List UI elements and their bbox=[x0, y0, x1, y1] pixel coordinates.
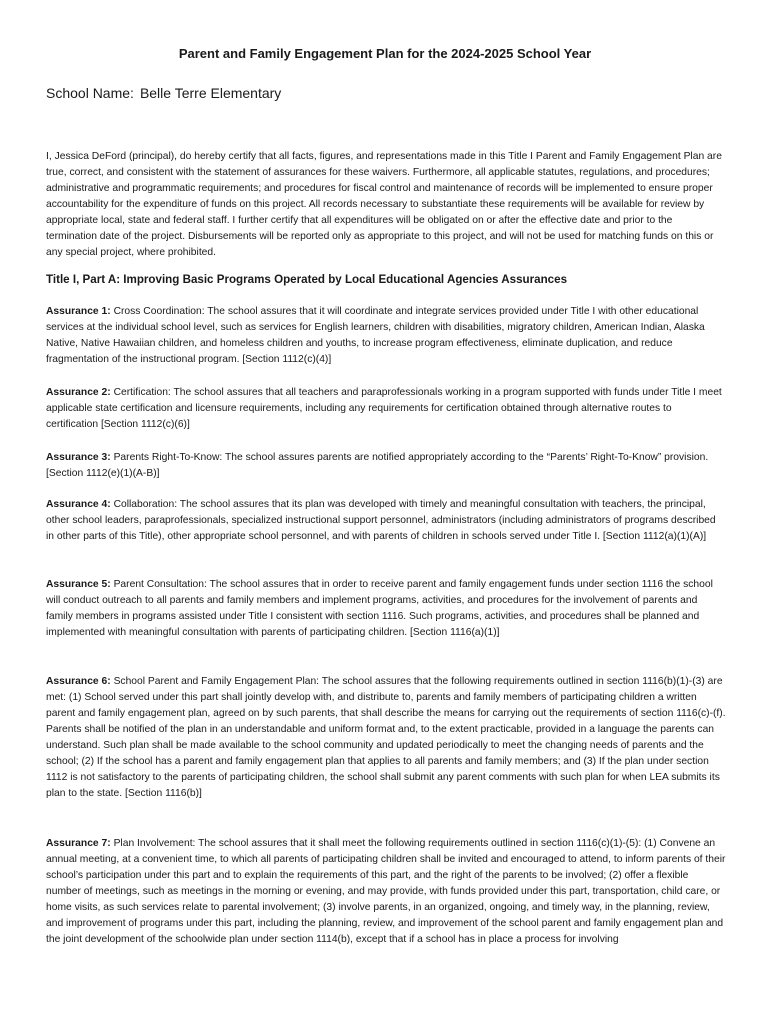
assurance-5 bbox=[46, 577, 726, 641]
assurance-label: Assurance 7: bbox=[46, 838, 111, 849]
school-name-line bbox=[46, 84, 281, 102]
assurance-4 bbox=[46, 497, 726, 545]
certification-paragraph: I, Jessica DeFord (principal), do hereby certify that all facts, figures, and representations made in this Title I Parent and Family Engagement Plan are true, correct, and consistent with the statement of assurances for these waivers. Furthermore, all applicable statutes, regulations, and procedures; administrative and programmatic requirements; and procedures for fiscal control and maintenance of records will be implemented to ensure proper accountability for the expenditure of funds on this project. All records necessary to substantiate these requirements will be available for review by appropriate local, state and federal staff. I further certify that all expenditures will be obligated on or after the effective date and prior to the termination date of the project. Disbursements will be reported only as appropriate to this project, and will not be used for matching funds on this or any special project, where prohibited. bbox=[46, 151, 722, 258]
school-name-value: Belle Terre Elementary bbox=[139, 85, 282, 101]
assurance-label: Assurance 5: bbox=[46, 579, 111, 590]
assurance-text: Parents Right-To-Know: The school assures parents are notified appropriately according to the “Parents’ Right-To-Know” provision. [Section 1112(e)(1)(A-B)] bbox=[46, 452, 709, 479]
assurance-label: Assurance 3: bbox=[46, 452, 111, 463]
assurance-1 bbox=[46, 304, 726, 368]
assurance-text: Cross Coordination: The school assures that it will coordinate and integrate services provided under Title I with other educational services at the individual school level, such as services for English learners, children with disabilities, migratory children, American Indian, Alaska Native, Native Hawaiian children, and homeless children and youths, to increase program effectiveness, eliminate duplication, and reduce fragmentation of the instructional program. [Section 1112(c)(4)] bbox=[46, 306, 705, 365]
section-heading: Title I, Part A: Improving Basic Programs Operated by Local Educational Agencies Assurances bbox=[46, 273, 568, 286]
assurance-text: School Parent and Family Engagement Plan: The school assures that the following requirements outlined in section 1116(b)(1)-(3) are met: (1) School served under this part shall jointly develop with, and distribute to, parents and family members of participating children a written parent and family engagement plan, agreed on by such parents, that shall describe the means for carrying out the requirements of section 1116(c)-(f). Parents shall be notified of the plan in an understandable and uniform format and, to the extent practicable, provided in a language the parents can understand. Such plan shall be made available to the school community and updated periodically to meet the changing needs of parents and the school; (2) If the school has a parent and family engagement plan that applies to all parents and family members; and (3) If the plan under section 1112 is not satisfactory to the parents of participating children, the school shall submit any parent comments with such plan for when LEA submits its plan to the state. [Section 1116(b)] bbox=[46, 676, 726, 799]
school-name-label: School Name: bbox=[46, 85, 134, 101]
assurance-label: Assurance 2: bbox=[46, 387, 111, 398]
assurance-text: Parent Consultation: The school assures that in order to receive parent and family engagement funds under section 1116 the school will conduct outreach to all parents and family members and implement programs, activities, and procedures for the involvement of parents and family members in programs assisted under Title I consistent with section 1116. Such programs, activities, and procedures shall be planned and implemented with meaningful consultation with parents of participating children. [Section 1116(a)(1)] bbox=[46, 579, 713, 638]
assurance-text: Collaboration: The school assures that its plan was developed with timely and meaningful consultation with teachers, the principal, other school leaders, paraprofessionals, specialized instructional support personnel, administrators (including administrators of programs described in other parts of this Title), other appropriate school personnel, and with parents of children in schools served under Title I. [Section 1112(a)(1)(A)] bbox=[46, 499, 716, 542]
assurance-3 bbox=[46, 450, 726, 482]
assurance-7 bbox=[46, 836, 726, 948]
assurance-2 bbox=[46, 385, 726, 433]
assurance-6 bbox=[46, 674, 726, 802]
assurance-text: Certification: The school assures that all teachers and paraprofessionals working in a program supported with funds under Title I meet applicable state certification and licensure requirements, including any requirements for certification obtained through alternative routes to certification [Section 1112(c)(6)] bbox=[46, 387, 722, 430]
assurance-text: Plan Involvement: The school assures that it shall meet the following requirements outlined in section 1116(c)(1)-(5): (1) Convene an annual meeting, at a convenient time, to which all parents of participating children shall be invited and encouraged to attend, to inform parents of their school’s participation under this part and to explain the requirements of this part, and the right of the parents to be involved; (2) offer a flexible number of meetings, such as meetings in the morning or evening, and may provide, with funds provided under this part, transportation, child care, or home visits, as such services relate to parental involvement; (3) involve parents, in an organized, ongoing, and timely way, in the planning, review, and improvement of programs under this part, including the planning, review, and improvement of the school parent and family engagement plan and the joint development of the schoolwide plan under section 1114(b), except that if a school has in place a process for involving bbox=[46, 838, 726, 945]
assurance-label: Assurance 1: bbox=[46, 306, 111, 317]
assurance-label: Assurance 4: bbox=[46, 499, 111, 510]
assurance-label: Assurance 6: bbox=[46, 676, 111, 687]
document-title: Parent and Family Engagement Plan for the 2024-2025 School Year bbox=[178, 46, 592, 61]
